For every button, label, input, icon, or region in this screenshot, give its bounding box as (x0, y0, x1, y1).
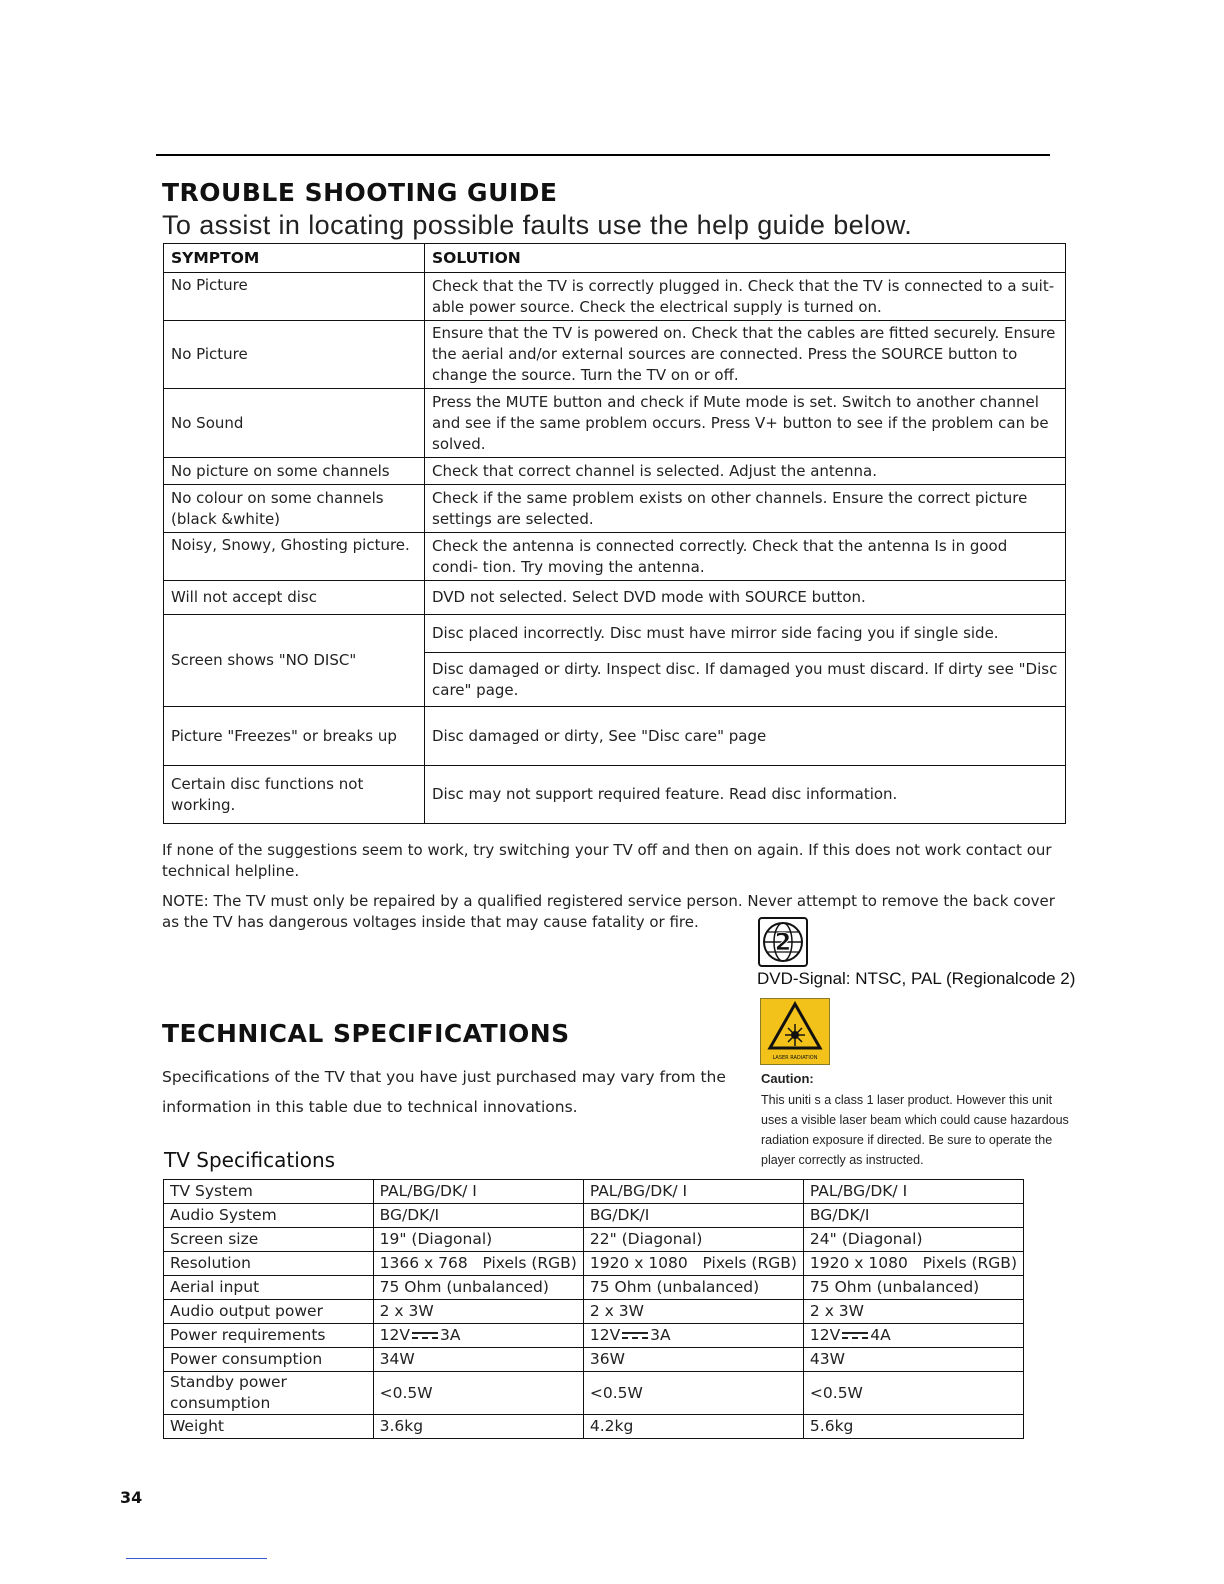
dc-current-icon (412, 1330, 438, 1341)
dc-current-icon (842, 1330, 868, 1341)
table-row (164, 1204, 1024, 1228)
table-row (164, 581, 1066, 615)
symptom-cell: Picture "Freezes" or breaks up (164, 707, 425, 766)
spec-value: 3.6kg (373, 1415, 583, 1439)
table-header-row (164, 244, 1066, 273)
solution-cell: Ensure that the TV is powered on. Check that the cables are fitted securely. Ensure the aerial and/or external sources are connected. Press the SOURCE button to change the source. Turn the TV on or off. (425, 321, 1066, 389)
symptom-cell: No colour on some channels (black &white) (164, 485, 425, 533)
spec-value: 2 x 3W (373, 1300, 583, 1324)
symptom-cell: No Picture (164, 321, 425, 389)
spec-value (803, 1324, 1023, 1348)
laser-label: LASER RADIATION (772, 1055, 818, 1061)
caution-title: Caution: (761, 1071, 814, 1086)
spec-label: Audio output power (164, 1300, 374, 1324)
table-row (164, 1415, 1024, 1439)
helpline-note: If none of the suggestions seem to work, try switching your TV off and then on again. If this does not work contact our technical helpline. (162, 841, 1052, 880)
table-row (164, 1276, 1024, 1300)
spec-label: Weight (164, 1415, 374, 1439)
symptom-header: SYMPTOM (164, 244, 425, 273)
dc-current-icon (622, 1330, 648, 1341)
table-row (164, 485, 1066, 533)
spec-value (583, 1324, 803, 1348)
voltage: 12V (809, 1326, 841, 1344)
specs-table-title: TV Specifications (164, 1148, 336, 1172)
spec-value: 4.2kg (583, 1415, 803, 1439)
solution-cell: Disc damaged or dirty. Inspect disc. If damaged you must discard. If dirty see "Disc care" page. (425, 653, 1066, 707)
spec-value: 1366 x 768 Pixels (RGB) (373, 1252, 583, 1276)
table-row (164, 533, 1066, 581)
solution-cell: Press the MUTE button and check if Mute mode is set. Switch to another channel and see if the same problem occurs. Press V+ button to see if the problem can be solved. (425, 389, 1066, 458)
table-row (164, 1324, 1024, 1348)
spec-value: 75 Ohm (unbalanced) (803, 1276, 1023, 1300)
spec-label: Screen size (164, 1228, 374, 1252)
spec-value: PAL/BG/DK/ I (373, 1180, 583, 1204)
voltage: 12V (589, 1326, 621, 1344)
spec-value: BG/DK/I (373, 1204, 583, 1228)
spec-value: BG/DK/I (583, 1204, 803, 1228)
solution-cell: Disc damaged or dirty, See "Disc care" page (425, 707, 1066, 766)
spec-label: Aerial input (164, 1276, 374, 1300)
spec-value: 22" (Diagonal) (583, 1228, 803, 1252)
table-row (164, 1372, 1024, 1415)
spec-label: Audio System (164, 1204, 374, 1228)
solution-cell: Check if the same problem exists on other channels. Ensure the correct picture settings are selected. (425, 485, 1066, 533)
solution-cell: Check that the TV is correctly plugged in. Check that the TV is connected to a suit- able power source. Check the electrical supply is turned on. (425, 273, 1066, 321)
solution-cell: Check that correct channel is selected. Adjust the antenna. (425, 458, 1066, 485)
table-row (164, 1348, 1024, 1372)
spec-value: 34W (373, 1348, 583, 1372)
amperage: 3A (439, 1326, 461, 1344)
solution-header: SOLUTION (425, 244, 1066, 273)
symptom-cell: No Sound (164, 389, 425, 458)
spec-value: 1920 x 1080 Pixels (RGB) (803, 1252, 1023, 1276)
top-rule (156, 154, 1050, 156)
spec-label: Power requirements (164, 1324, 374, 1348)
troubleshooting-table (163, 243, 1066, 824)
troubleshooting-title: TROUBLE SHOOTING GUIDE (162, 178, 558, 207)
spec-value: 2 x 3W (803, 1300, 1023, 1324)
spec-label: Resolution (164, 1252, 374, 1276)
table-row (164, 1252, 1024, 1276)
spec-label: Power consumption (164, 1348, 374, 1372)
spec-value: <0.5W (803, 1372, 1023, 1415)
tv-specifications-table (163, 1179, 1024, 1439)
spec-value: PAL/BG/DK/ I (803, 1180, 1023, 1204)
footer-link-underline (126, 1558, 267, 1559)
table-row (164, 458, 1066, 485)
troubleshooting-subtitle: To assist in locating possible faults use the help guide below. (162, 210, 913, 240)
spec-value (373, 1324, 583, 1348)
solution-cell: Check the antenna is connected correctly. Check that the antenna Is in good condi- tion. Try moving the antenna. (425, 533, 1066, 581)
table-row (164, 321, 1066, 389)
spec-value: 19" (Diagonal) (373, 1228, 583, 1252)
table-row (164, 766, 1066, 824)
specs-intro-line2: information in this table due to technical innovations. (162, 1098, 578, 1116)
symptom-cell: Certain disc functions not working. (164, 766, 425, 824)
spec-label: Standby power consumption (164, 1372, 374, 1415)
region-number: 2 (774, 928, 792, 956)
symptom-cell: No picture on some channels (164, 458, 425, 485)
symptom-cell: No Picture (164, 273, 425, 321)
table-row (164, 273, 1066, 321)
symptom-cell: Screen shows "NO DISC" (164, 615, 425, 707)
amperage: 4A (870, 1326, 891, 1344)
spec-value: 75 Ohm (unbalanced) (583, 1276, 803, 1300)
laser-warning-icon (760, 998, 830, 1065)
spec-value: <0.5W (583, 1372, 803, 1415)
spec-value: 75 Ohm (unbalanced) (373, 1276, 583, 1300)
page-number: 34 (120, 1488, 143, 1507)
spec-value: 1920 x 1080 Pixels (RGB) (583, 1252, 803, 1276)
table-row (164, 389, 1066, 458)
solution-cell: DVD not selected. Select DVD mode with SOURCE button. (425, 581, 1066, 615)
solution-cell: Disc may not support required feature. Read disc information. (425, 766, 1066, 824)
specs-title: TECHNICAL SPECIFICATIONS (162, 1019, 570, 1048)
table-row (164, 1228, 1024, 1252)
region-code-globe-icon (758, 917, 808, 967)
spec-value: 5.6kg (803, 1415, 1023, 1439)
table-row (164, 1300, 1024, 1324)
safety-note: NOTE: The TV must only be repaired by a qualified registered service person. Never attempt to remove the back cover as the TV has dangerous voltages inside that may cause fatality or fire. (162, 892, 1055, 931)
voltage: 12V (379, 1326, 410, 1344)
specs-intro-line1: Specifications of the TV that you have just purchased may vary from the (162, 1068, 726, 1086)
spec-value: 36W (583, 1348, 803, 1372)
spec-value: 24" (Diagonal) (803, 1228, 1023, 1252)
table-row (164, 707, 1066, 766)
dvd-signal-label: DVD-Signal: NTSC, PAL (Regionalcode 2) (757, 969, 1076, 988)
spec-value: <0.5W (373, 1372, 583, 1415)
caution-body: This uniti s a class 1 laser product. However this unit uses a visible laser beam which could cause hazardous radiation exposure if directed. Be sure to operate the player correctly as instructed. (761, 1093, 1069, 1167)
symptom-cell: Noisy, Snowy, Ghosting picture. (164, 533, 425, 581)
spec-value: PAL/BG/DK/ I (583, 1180, 803, 1204)
spec-value: 2 x 3W (583, 1300, 803, 1324)
table-row (164, 615, 1066, 653)
table-row (164, 1180, 1024, 1204)
spec-label: TV System (164, 1180, 374, 1204)
solution-cell: Disc placed incorrectly. Disc must have mirror side facing you if single side. (425, 615, 1066, 653)
symptom-cell: Will not accept disc (164, 581, 425, 615)
spec-value: BG/DK/I (803, 1204, 1023, 1228)
spec-value: 43W (803, 1348, 1023, 1372)
amperage: 3A (650, 1326, 671, 1344)
